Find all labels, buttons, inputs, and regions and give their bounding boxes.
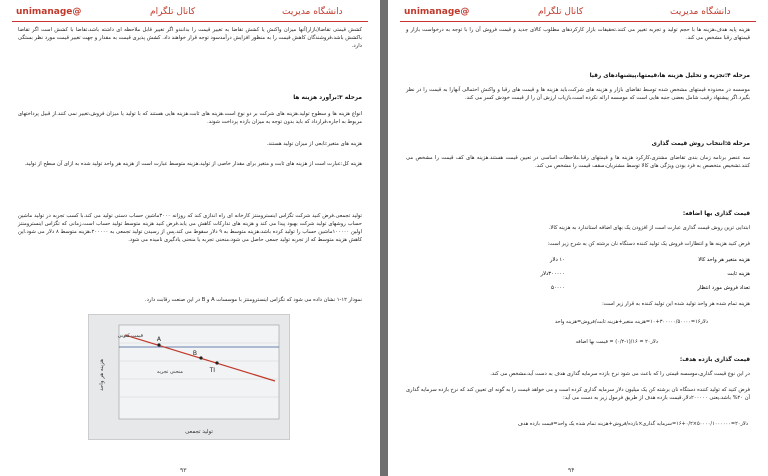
page-header bbox=[0, 6, 380, 20]
current-price-label: قیمت کنونی bbox=[117, 333, 143, 339]
section-heading: قیمت گذاری بازده هدف: bbox=[679, 357, 750, 363]
experience-curve-figure bbox=[88, 314, 290, 440]
paragraph: تولید تجمعی.فرض کنید شرکت تگزاس اینسترومنتز کارخانه ای راه اندازی کند که روزانه ۳۰۰۰ماشین حساب دستی تولید می کند.با کسب تجربه در تولید ماشین حساب روشهای تولید شرکت بهبود پیدا می کند و هزینه های تدارکات کاهش می یابد.فرض کنید هزینه متوسط تولید حساب است.زمانی که تگزاس اینسترومنتز اولین ۱۰۰۰۰۰ماشین حساب را تولید کرده باشد،هزینه متوسط به ۹ دلار سقوط می کند.پس از رسیدن تولید تجمعی به ۲۰۰۰۰۰،هزینه متوسط ۸ دلار می شود.این کاهش هزینه متوسط که از تجربه تولید جمعی حاصل می شود،منحنی تجربه یا منحنی یادگیری نامیده می شود. bbox=[18, 213, 363, 243]
point-b bbox=[199, 356, 202, 359]
university-name: دانشگاه مدیریت bbox=[282, 7, 343, 17]
channel-label: کانال تلگرام bbox=[150, 7, 196, 17]
left-page bbox=[0, 0, 380, 476]
formula: دلار۱۶=۳۰۰۰۰۰/۵۰۰۰۰+۱۰=هزینه متغیر+هزینه ثابت/فروش=هزینه واحد bbox=[554, 319, 708, 325]
right-page: @unimanage کانال تلگرام دانشگاه مدیریت هزینه پایه هدف،هزینه ها با حجم تولید و تجربه تغییر می کنند.تحقیقات بازار کارکردهای مطلوب کالای جدید و قیمت فروش آن را با توجه به درخواست بازار و قیمتهای رقبا مشخص می کند. مرحله ۴:تجزیه و تحلیل هزینه ها،قیمتها،پیشنهادهای رقبا موسسه در محدوده قیمتهای مشخص شده توسط تقاضای بازار و هزینه های شرکت،باید هزینه ها و قیمت های رقبا و واکنش احتمالی آنهارا به قیمت را در نظر بگیرد.اگر پیشنهاد رقیب شامل بعضی جنبه هایی است که موسسه ارائه نکرده است،بازیاب ارزش آن را از قیمت خودش کسر می کند. مرحله ۵:انتخاب روش قیمت گذاری سه عنصر برنامه زمان بندی تقاضای مشتری،کارکرد هزینه ها و قیمتهای رقبا.ملاحظات اساسی در تعیین قیمت هستند.هزینه های کف قیمت را مشخص می کنند.تشخیص متخصص به فرد بودن ویژگی های کالا توسط مشتریان،سقف قیمت را مشخص می کند. قیمت گذاری بها اضافه: ابتدایی ترین روش قیمت گذاری عبارت است از افزودن یک بهای اضافه استاندارد به هزینه کالا. فرض کنید هزینه ها و انتظارات فروش یک تولید کننده دستگاه نان برشته کن به شرح زیر است: هزینه متغیر هر واحد کالا ۱۰ دلار هزینه ثابت ۳۰۰۰۰۰دلار تعداد فروش مورد انتظار ۵۰۰۰۰ هزینه تمام شده هر واحد تولید شده این تولید کننده به قرار زیر است: دلار۱۶=۳۰۰۰۰۰/۵۰۰۰۰+۱۰=هزینه متغیر+هزینه ثابت/فروش=هزینه واحد دلار۲۰ = ۱۶/(۱-۰/۲) = قیمت بها اضافه قیمت گذاری بازده هدف: در این نوع قیمت گذاری،موسسه قیمتی را که باعث می شود نرخ بازده سرمایه گذاری هدف به دست آید،مشخص می کند. فرض کنید که تولید کننده دستگاه نان برشته کن یک میلیون دلار سرمایه گذاری کرده است و می خواهد قیمت را به گونه ای تعیین کند که نرخ بازده سرمایه گذاری آن ۲۰% باشد،یعنی ۲۰۰۰۰۰دلار.قیمت بازده هدف از طریق فرمول زیر به دست می آید: دلار۲۰=۵۰۰۰۰/۱۰۰۰۰۰۰×۰/۲+۱۶=سرمایه گذاری×بازده/فروش+هزینه تمام شده یک واحد=قیمت بازده هدف ۹۴ bbox=[388, 0, 768, 476]
section-heading: مرحله ۳:برآورد هزینه ها bbox=[293, 95, 362, 101]
formula: دلار۲۰ = ۱۶/(۱-۰/۲) = قیمت بها اضافه bbox=[575, 339, 658, 345]
page-number: ۹۴ bbox=[568, 467, 575, 474]
paragraph: هزینه های متغیر:تابعی از میزان تولید هستند. bbox=[266, 141, 362, 147]
section-heading: مرحله ۴:تجزیه و تحلیل هزینه ها،قیمتها،پیشنهادهای رقبا bbox=[589, 73, 750, 79]
paragraph: فرض کنید هزینه ها و انتظارات فروش یک تولید کننده دستگاه نان برشته کن به شرح زیر است: bbox=[547, 241, 750, 247]
y-axis-label: هزینه هر واحد bbox=[99, 359, 105, 391]
paragraph: هزینه پایه هدف،هزینه ها با حجم تولید و تجربه تغییر می کنند.تحقیقات بازار کارکردهای مطلوب کالای جدید و قیمت فروش آن را با توجه به درخواست بازار و قیمتهای رقبا مشخص می کند. bbox=[406, 27, 750, 41]
header-divider bbox=[400, 21, 756, 22]
university-name: دانشگاه مدیریت bbox=[670, 7, 731, 17]
channel-handle: @unimanage bbox=[16, 7, 82, 17]
paragraph: انواع هزینه ها و سطوح تولید.هزینه های شرکت بر دو نوع است.هزینه های ثابت.هزینه هایی هستند که با تولید یا میزان فروش،تغییر نمی کنند.از قبیل پرداختهای مربوط به اجاره،قرارداد که باید بدون توجه به میزان بازده پرداخت شوند. bbox=[18, 111, 362, 125]
channel-label: کانال تلگرام bbox=[538, 7, 584, 17]
paragraph: موسسه در محدوده قیمتهای مشخص شده توسط تقاضای بازار و هزینه های شرکت،باید هزینه ها و قیمت های رقبا و واکنش احتمالی آنهارا به قیمت را در نظر بگیرد.اگر پیشنهاد رقیب شامل بعضی جنبه هایی است که موسسه ارائه نکرده است،بازیاب ارزش آن را از قیمت خودش کسر می کند. bbox=[406, 87, 750, 101]
paragraph: در این نوع قیمت گذاری،موسسه قیمتی را که باعث می شود نرخ بازده سرمایه گذاری هدف به دست آید،مشخص می کند. bbox=[490, 371, 750, 377]
paragraph: هزینه تمام شده هر واحد تولید شده این تولید کننده به قرار زیر است: bbox=[602, 301, 750, 307]
paragraph: فرض کنید که تولید کننده دستگاه نان برشته کن یک میلیون دلار سرمایه گذاری کرده است و می خواهد قیمت را به گونه ای تعیین کند که نرخ بازده سرمایه گذاری آن ۲۰% باشد،یعنی ۲۰۰۰۰۰دلار.قیمت بازده هدف از طریق فرمول زیر به دست می آید: bbox=[406, 387, 750, 401]
formula: دلار۲۰=۵۰۰۰۰/۱۰۰۰۰۰۰×۰/۲+۱۶=سرمایه گذاری×بازده/فروش+هزینه تمام شده یک واحد=قیمت بازده هدف bbox=[517, 421, 748, 427]
page-number: ۹۳ bbox=[180, 467, 187, 474]
x-axis-label: تولید تجمعی bbox=[185, 429, 213, 435]
point-ti-label: TI bbox=[209, 367, 215, 374]
point-b-label: B bbox=[192, 350, 197, 357]
page-header bbox=[388, 6, 768, 20]
paragraph: ابتدایی ترین روش قیمت گذاری عبارت است از افزودن یک بهای اضافه استاندارد به هزینه کالا. bbox=[548, 225, 750, 231]
section-heading: مرحله ۵:انتخاب روش قیمت گذاری bbox=[651, 141, 750, 147]
paragraph: هزینه کل:عبارت است از هزینه های ثابت و متغیر برای مقدار خاصی از تولید.هزینه متوسط عبارت است از هزینه هر واحد تولید شده به ازای آن سطح از تولید. bbox=[24, 161, 362, 167]
section-heading: قیمت گذاری بها اضافه: bbox=[682, 211, 750, 217]
point-ti bbox=[215, 361, 218, 364]
experience-curve-chart bbox=[89, 315, 289, 439]
point-a-label: A bbox=[156, 336, 161, 343]
channel-handle: @unimanage bbox=[404, 7, 470, 17]
paragraph: سه عنصر برنامه زمان بندی تقاضای مشتری،کارکرد هزینه ها و قیمتهای رقبا.ملاحظات اساسی در تعیین قیمت هستند.هزینه های کف قیمت را مشخص می کنند.تشخیص متخصص به فرد بودن ویژگی های کالا توسط مشتریان،سقف قیمت را مشخص می کند. bbox=[406, 155, 750, 169]
paragraph: کشش قیمتی تقاضا(بازار)آنها میزان واکنش یا کشش تقاضا به تغییر قیمت را بدانندو اگر تغییر قابل ملاحظه ای داشته باشد،تقاضا با کشش است اگر تقاضا باکشش باشد،فروشندگان کاهش قیمت را به منظور افزایش درآمدسود توجه قرار خواهند داد. کشش پذیری قیمت به مقدار و جهت تغییر قیمت مورد نظر بستگی دارد. bbox=[18, 27, 362, 49]
header-divider bbox=[12, 21, 368, 22]
paragraph: نمودار ۱۲-۱ نشان داده می شود که تگزاس اینسترومنتز با موسسات A و B در این صنعت رقابت دارد. bbox=[144, 297, 362, 303]
point-a bbox=[157, 343, 160, 346]
curve-label: منحنی تجربه bbox=[156, 369, 183, 375]
